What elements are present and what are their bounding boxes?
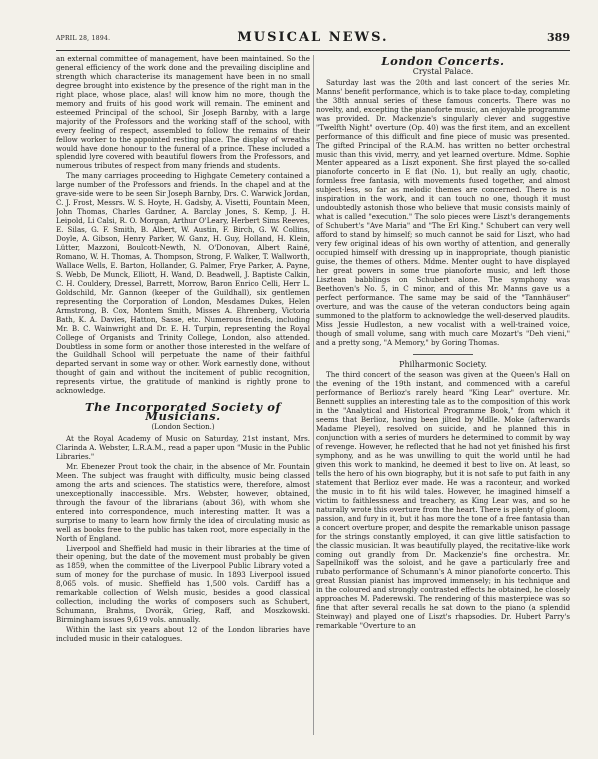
section-title-ism: The Incorporated Society of Musicians. (84, 400, 282, 424)
body-paragraph: Within the last six years about 12 of the London libraries have included music in their catalogues. (56, 625, 310, 644)
right-column (316, 55, 570, 735)
page-header (56, 30, 570, 48)
body-paragraph: Liverpool and Sheffield had music in their libraries at the time of their opening, but the date of the movement must probably be given as 1859, when the committee of the Liverpool Public Library voted a sum of money for the purchase of music. In 1893 Liverpool issued 8,065 vols. of music. Sheffield has 1,500 vols. Cardiff has a remarkable collection of Welsh music, besides a good classical collection, including the works of composers such as Schubert, Schumann, Brahms, Dvorák, Grieg, Raff, and Moszkowski. Birmingham issues 9,619 vols. annually. (56, 543, 310, 625)
column-divider (313, 55, 314, 735)
section-title-london-concerts: London Concerts. (381, 55, 505, 68)
section-divider (413, 354, 473, 355)
body-paragraph: an external committee of management, have been maintained. So the general efficiency of the work done and the prevailing discipline and strength which characterise its management have been in no small degree brought into existence by the presence of the right man in the right place, whose place, alas! will know him no more, though the memory and fruits of his good work will remain. The eminent and esteemed Principal of the school, Sir Joseph Barnby, with a large majority of the Professors and the working staff of the school, with every feeling of respect, assembled to follow the remains of their fellow worker to the appointed resting place. The display of wreaths would have done honour to the funeral of a prince. These included a splendid lyre covered with beautiful flowers from the Professors, and numerous tributes of respect from many friends and students. (56, 55, 310, 171)
body-paragraph: The many carriages proceeding to Highgate Cemetery contained a large number of the Professors and friends. In the chapel and at the grave-side were to be seen Sir Joseph Barnby, Drs. C. Warwick Jordan, C. J. Frost, Messrs. W. S. Hoyte, H. Gadsby, A. Visetti, Fountain Meen, John Thomas, Charles Gardner, A. Barclay Jones, S. Kemp, J. H. Leipold, Li Calsi, R. O. Morgan, Arthur O'Leary, Herbert Sims Reeves, E. Silas, G. F. Smith, B. Albert, W. Austin, F. Birch, G. W. Collins, Doyle, A. Gibson, Henry Parker, W. Ganz, H. Guy, Holland, H. Klein, Lütter, Mazzoni, Boulcott-Newth, N. O'Donovan, Albert Rainé, Romano, W. H. Thomas, A. Thompson, Strong, F. Walker, T. Wallworth, Wallace Wells, E. Barton, Hollander, G. Palmer, Frye Parker, A. Payne, S. Webb, De Munck, Elliott, H. Wand, D. Beadwell, J. Baptiste Calkin, C. H. Couldery, Dressel, Barrett, Morrow, Baron Enrico Celli, Herr L. Goldschild, Mr. Gannon (keeper of the Guildhall), six gentlemen representing the Corporation of London, Mesdames Dukes, Helen Armstrong, B. Cox, Montem Smith, Misses A. Ehrenberg, Victoria Bath, K. A. Davies, Hatton, Sasse, etc. Numerous friends, including Mr. B. C. Wainwright and Dr. E. H. Turpin, representing the Royal College of Organists and Trinity College, London, also attended. Doubtless in some form or another those interested in the welfare of the Guildhall School will perpetuate the name of their faithful departed servant in some way or other. Work earnestly done, without thought of gain and without the incitement of public recognition, represents virtue, the gratitude of mankind is rightly prone to acknowledge. (56, 171, 310, 396)
body-paragraph: Mr. Ebenezer Prout took the chair, in the absence of Mr. Fountain Meen. The subject was fraught with difficulty, music being classed among the arts and sciences. The statistics were, therefore, almost unexceptionally inaccessible. Mrs. Webster, however, obtained, through the favour of the librarians (about 36), with whom she entered into correspondence, much interesting matter. It was a surprise to many to learn how firmly the idea of circulating music as well as books free to the public has taken root, more especially in the North of England. (56, 461, 310, 543)
body-paragraph: At the Royal Academy of Music on Saturday, 21st instant, Mrs. Clarinda A. Webster, L.R.A.M., read a paper upon "Music in the Public Libraries." (56, 434, 310, 461)
section-subtitle: (London Section.) (151, 423, 215, 432)
subsection-title-crystal-palace: Crystal Palace. (412, 66, 474, 76)
page-number: 389 (547, 31, 570, 44)
issue-date: APRIL 28, 1894. (56, 35, 111, 42)
subsection-title-philharmonic: Philharmonic Society. (399, 359, 487, 369)
body-paragraph: Saturday last was the 20th and last concert of the series Mr. Manns' benefit performance, which is to take place to-day, completing the 38th annual series of these famous concerts. There was no novelty, and, excepting the pianoforte music, an enjoyable programme was provided. Dr. Mackenzie's singularly clever and suggestive "Twelfth Night" overture (Op. 40) was the first item, and an excellent performance of this difficult and fine piece of music was presented. The gifted Principal of the R.A.M. has written no better orchestral music than this vivid, merry, and yet learned overture. Mdme. Sophie Menter appeared as a Liszt exponent. She first played the so-called pianoforte concerto in E flat (No. 1), but really an ugly, chaotic, formless free fantasia, with movements fused together, and almost subject-less, so far as melodic themes are concerned. There is no inspiration in the work, and it can touch no one, though it must undoubtedly astonish those who believe that music consists mainly of what is called "execution." The solo pieces were Liszt's derangements of Schubert's "Ave Maria" and "The Erl King." Schubert can very well afford to stand by himself; so much cannot be said for Liszt, who had very few original ideas of his own worthy of attention, and generally occupied himself with dressing up in inappropriate, though pianistic guise, the themes of others. Mdme. Menter ought to have displayed her great powers in some true pianoforte music, and left those Lisztean babblings on Schubert alone. The symphony was Beethoven's No. 5, in C minor, and of this Mr. Manns gave us a perfect performance. The same may be said of the "Tannhäuser" overture, and was the cause of the veteran conductors being again summoned to the platform to acknowledge the well-deserved plaudits. Miss Jessie Hudleston, a new vocalist with a well-trained voice, though of small volume, sang with much care Mozart's "Deh vieni," and a pretty song, "A Memory," by Goring Thomas. (316, 77, 570, 347)
masthead-title: MUSICAL NEWS. (237, 30, 389, 45)
left-column (56, 55, 310, 735)
body-paragraph: The third concert of the season was given at the Queen's Hall on the evening of the 19th instant, and commenced with a careful performance of Berlioz's rarely heard "King Lear" overture. Mr. Bennett supplies an interesting tale as to the composition of this work in the "Analytical and Historical Programme Book," from which it seems that Berlioz, having been jilted by Mdlle. Moke (afterwards Madame Pleyel), resolved on suicide, and he planned this in conjunction with a series of murders he determined to commit by way of revenge. However, he reflected that he had not yet finished his first symphony, and as he was unwilling to quit the world until he had given this work to mankind, he deemed it best to live on. At least, so tells the hero of his own biography, but it is not safe to put faith in any statement that Berlioz ever made. He was a raconteur, and worked the music in to fit his wild tales. However, he imagined himself a victim to faithlessness and treachery, as King Lear was, and so he naturally wrote this overture from the heart. There is plenty of gloom, passion, and fury in it, but it has more the tone of a free fantasia than a concert overture proper, and despite the remarkable unison passage for the strings constantly employed, it can give little satisfaction to the classic musician. It was beautifully played, the recitative-like work coming out grandly from Dr. Mackenzie's fine orchestra. Mr. Sapellnikoff was the soloist, and he gave a particularly free and rubato performance of Schumann's A minor pianoforte concerto. This great Russian pianist has improved immensely; in his technique and in the coloured and strongly contrasted effects he obtained, he closely approaches M. Paderewski. The rendering of this masterpiece was so fine that after several recalls he sat down to the piano (a splendid Steinway) and played one of Liszt's rhapsodies. Dr. Hubert Parry's remarkable "Overture to an (316, 370, 570, 631)
header-rule (56, 50, 570, 51)
